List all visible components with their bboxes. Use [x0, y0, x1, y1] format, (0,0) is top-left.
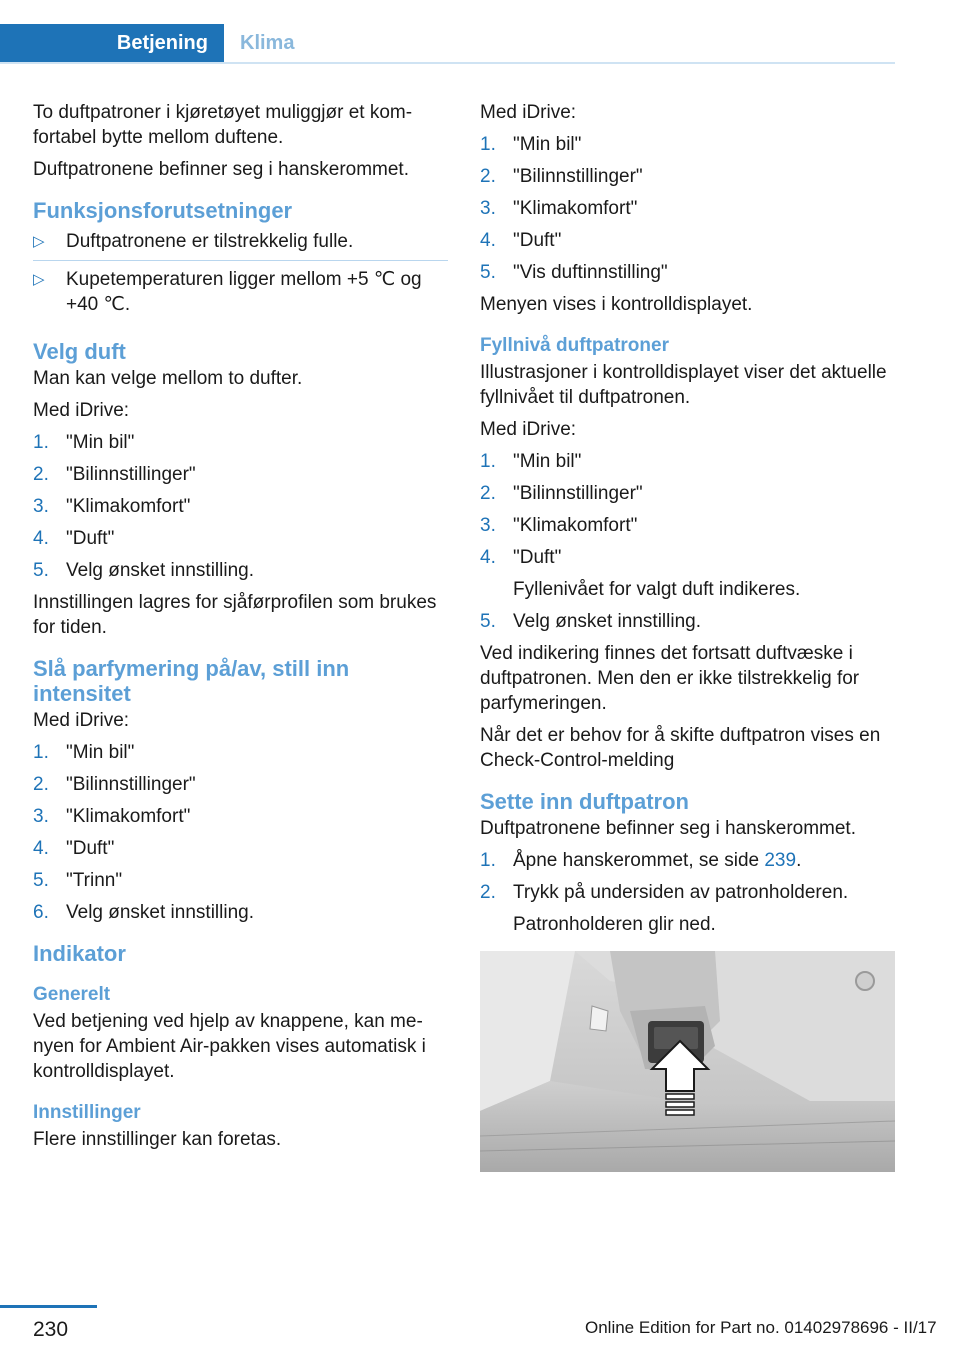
heading-indicator: Indikator	[33, 941, 126, 966]
glovebox-photo	[480, 951, 895, 1172]
list-item: 5. Velg ønsket innstilling.	[480, 611, 701, 632]
list-item: 1. Åpne hanskerommet, se side 239.	[480, 850, 802, 871]
heading-general: Generelt	[33, 984, 111, 1005]
list-item: 3. "Klimakomfort"	[33, 806, 191, 827]
edition-note: Online Edition for Part no. 01402978696 - II/17	[585, 1318, 937, 1337]
level-note-1: Ved indikering finnes det fortsatt duftvæske i duftpatronen. Men den er ikke tilstrekkelig for parfymeringen.	[480, 643, 860, 714]
list-item: 3. "Klimakomfort"	[480, 515, 638, 536]
select-paragraph-2: Med iDrive:	[33, 400, 130, 421]
tab-betjening[interactable]: Betjening	[0, 24, 224, 62]
list-item: ▷ Duftpatronene er tilstrekkelig fulle.	[33, 229, 448, 261]
list-item: 3. "Klimakomfort"	[33, 496, 191, 517]
general-paragraph: Ved betjening ved hjelp av knappene, kan menyen for Ambient Air-pakken vises automatisk i kontrolldisplayet.	[33, 1011, 426, 1082]
list-item: 2. Trykk på undersiden av patronholderen. Patronholderen glir ned.	[480, 882, 849, 935]
triangle-bullet-icon: ▷	[33, 271, 45, 288]
intensity-paragraph: Med iDrive:	[33, 710, 130, 731]
list-item: 5. Velg ønsket innstilling.	[33, 560, 254, 581]
triangle-bullet-icon: ▷	[33, 233, 45, 250]
list-item: 4. "Duft"	[33, 528, 115, 549]
display-note: Menyen vises i kontrolldisplayet.	[480, 294, 753, 315]
heading-insert-cartridge: Sette inn duftpatron	[480, 789, 689, 814]
intensity-steps-list	[33, 740, 448, 925]
list-item: 4. "Duft"	[33, 838, 115, 859]
header-tabs	[0, 24, 895, 64]
level-note-2: Når det er behov for å skifte duftpatron vises en Check-Control-melding	[480, 725, 881, 771]
list-item: 4. "Duft" Fyllenivået for valgt duft indikeres.	[480, 547, 801, 600]
insert-steps-list	[480, 848, 895, 937]
list-item: 1. "Min bil"	[33, 432, 135, 453]
list-item: 5. "Vis duftinnstilling"	[480, 262, 668, 283]
level-paragraph-1: Illustrasjoner i kontrolldisplayet viser det aktuelle fyllnivået til duftpatronen.	[480, 362, 887, 408]
footer-rule	[0, 1305, 97, 1308]
list-item: 1. "Min bil"	[480, 451, 582, 472]
heading-intensity: Slå parfymering på/av, still inn intensitet	[33, 656, 350, 706]
settings-paragraph: Flere innstillinger kan foretas.	[33, 1129, 282, 1150]
right-column	[480, 100, 895, 1172]
heading-fill-level: Fyllnivå duftpatroner	[480, 335, 669, 356]
prerequisites-list	[33, 229, 448, 323]
list-item: 5. "Trinn"	[33, 870, 123, 891]
left-column	[33, 100, 448, 1159]
select-steps-list	[33, 430, 448, 583]
insert-paragraph: Duftpatronene befinner seg i hanskerommet.	[480, 818, 856, 839]
select-paragraph-1: Man kan velge mellom to dufter.	[33, 368, 303, 389]
tab-klima[interactable]: Klima	[240, 32, 295, 54]
list-item: 2. "Bilinnstillinger"	[33, 464, 196, 485]
level-paragraph-2: Med iDrive:	[480, 419, 577, 440]
display-paragraph: Med iDrive:	[480, 102, 577, 123]
select-note: Innstillingen lagres for sjåførprofilen som brukes for tiden.	[33, 592, 437, 638]
list-item: 1. "Min bil"	[33, 742, 135, 763]
list-item: 2. "Bilinnstillinger"	[480, 483, 643, 504]
list-item: 2. "Bilinnstillinger"	[33, 774, 196, 795]
list-item: 2. "Bilinnstillinger"	[480, 166, 643, 187]
list-item: 6. Velg ønsket innstilling.	[33, 902, 254, 923]
page-link[interactable]: 239	[764, 850, 797, 871]
page-number: 230	[33, 1318, 69, 1341]
list-item: ▷ Kupetemperaturen ligger mellom +5 ℃ og +40 ℃.	[33, 269, 422, 315]
intro-paragraph-1: To duftpatroner i kjøretøyet muliggjør et komfortabel bytte mellom duftene.	[33, 102, 413, 148]
list-item: 3. "Klimakomfort"	[480, 198, 638, 219]
heading-select-scent: Velg duft	[33, 339, 126, 364]
intro-paragraph-2: Duftpatronene befinner seg i hanskerommet.	[33, 159, 409, 180]
level-steps-list	[480, 449, 895, 634]
display-steps-list	[480, 132, 895, 285]
list-item: 1. "Min bil"	[480, 134, 582, 155]
heading-prerequisites: Funksjonsforutsetninger	[33, 198, 293, 223]
list-item: 4. "Duft"	[480, 230, 562, 251]
heading-settings: Innstillinger	[33, 1102, 141, 1123]
